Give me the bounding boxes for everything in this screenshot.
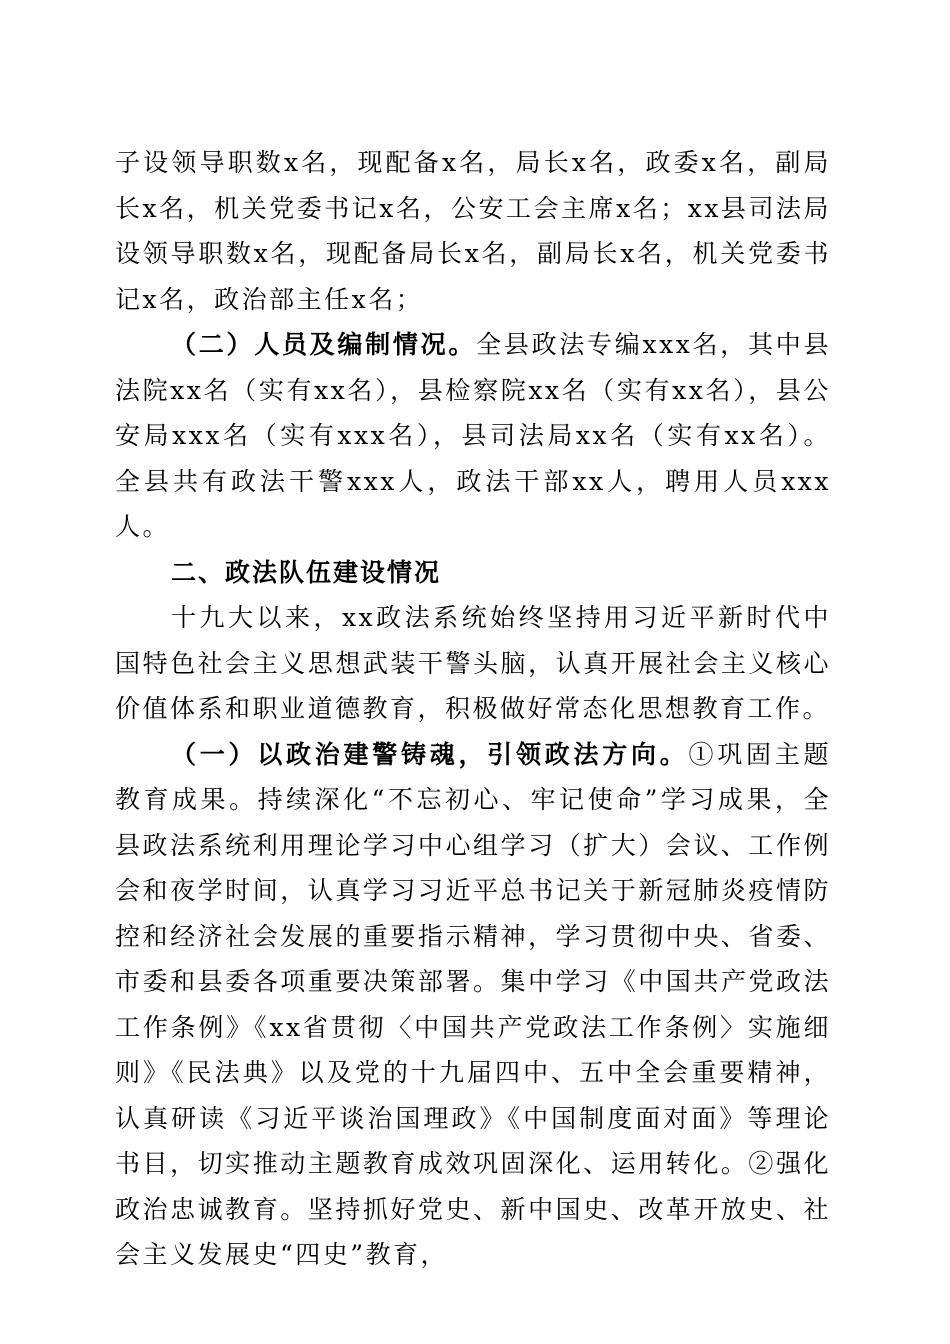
paragraph-political-building <box>115 732 831 1278</box>
paragraph-ideology-education: 十九大以来，xx政法系统始终坚持用习近平新时代中国特色社会主义思想武装干警头脑，认真开展社会主义核心价值体系和职业道德教育，积极做好常态化思想教育工作。 <box>115 603 831 723</box>
political-building-body: ①巩固主题教育成果。持续深化“不忘初心、牢记使命”学习成果，全县政法系统利用理论学习中心组学习（扩大）会议、工作例会和夜学时间，认真学习习近平总书记关于新冠肺炎疫情防控和经济社会发展的重要指示精神，学习贯彻中央、省委、市委和县委各项重要决策部署。集中学习《中国共产党政法工作条例》《xx省贯彻〈中国共产党政法工作条例〉实施细则》《民法典》以及党的十九届四中、五中全会重要精神，认真研读《习近平谈治国理政》《中国制度面对面》等理论书目，切实推动主题教育成效巩固深化、运用转化。②强化政治忠诚教育。坚持抓好党史、新中国史、改革开放史、社会主义发展史“四史”教育， <box>115 739 831 1269</box>
staffing-body: 全县政法专编xxx名，其中县法院xx名（实有xx名），县检察院xx名（实有xx名），县公安局xxx名（实有xxx名），县司法局xx名（实有xx名）。全县共有政法干警xxx人，政法干部xx人，聘用人员xxx人。 <box>115 330 831 541</box>
document-body <box>115 140 831 1278</box>
paragraph-leadership-positions: 子设领导职数x名，现配备x名，局长x名，政委x名，副局长x名，机关党委书记x名，公安工会主席x名；xx县司法局设领导职数x名，现配备局长x名，副局长x名，机关党委书记x名，政治部主任x名； <box>115 148 831 314</box>
section-2-subheading: （二）人员及编制情况。 <box>171 330 477 359</box>
section-heading-team-building: 二、政法队伍建设情况 <box>171 557 442 587</box>
paragraph-staffing <box>115 322 831 550</box>
subsection-1-heading: （一）以政治建警铸魂，引领政法方向。 <box>171 739 689 769</box>
